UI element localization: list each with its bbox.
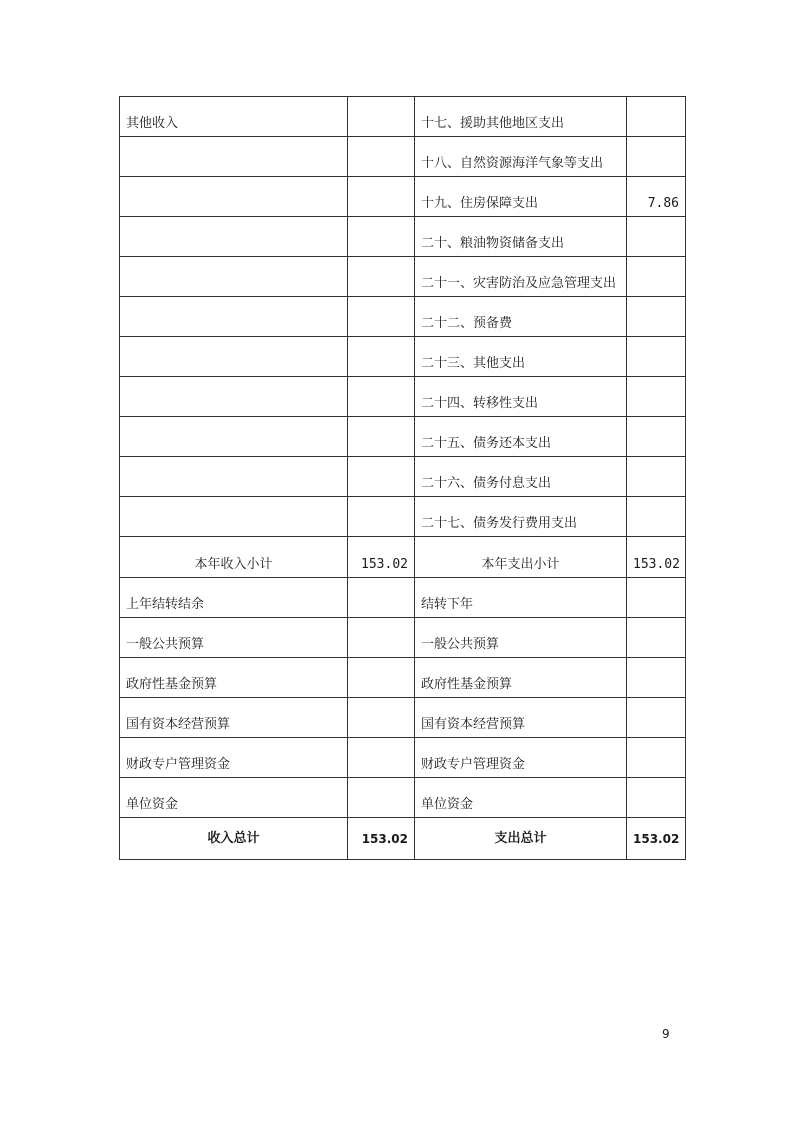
income-label: 国有资本经营预算 [120,698,348,738]
expense-label: 二十三、其他支出 [415,337,627,377]
income-value [348,217,415,257]
expense-label: 二十七、债务发行费用支出 [415,497,627,537]
expense-value: 7.86 [627,177,686,217]
expense-value [627,778,686,818]
income-label: 其他收入 [120,97,348,137]
expense-label: 国有资本经营预算 [415,698,627,738]
income-value [348,97,415,137]
table-row [120,97,686,137]
income-subtotal-label: 本年收入小计 [120,537,348,578]
expense-value [627,97,686,137]
expense-label: 二十五、债务还本支出 [415,417,627,457]
income-label [120,137,348,177]
expense-label: 结转下年 [415,578,627,618]
table-row [120,217,686,257]
income-value [348,698,415,738]
income-value [348,457,415,497]
expense-rows [120,97,686,537]
table-row [120,257,686,297]
expense-label: 一般公共预算 [415,618,627,658]
expense-label: 二十四、转移性支出 [415,377,627,417]
table-row [120,417,686,457]
table-row [120,698,686,738]
income-value [348,738,415,778]
expense-value [627,738,686,778]
income-label: 政府性基金预算 [120,658,348,698]
income-label [120,297,348,337]
income-label [120,497,348,537]
table-row [120,738,686,778]
expense-value [627,137,686,177]
income-label [120,457,348,497]
expense-value [627,578,686,618]
income-label [120,337,348,377]
income-value [348,497,415,537]
income-value [348,257,415,297]
expense-value [627,658,686,698]
expense-value [627,257,686,297]
subtotal-row [120,537,686,578]
table-row [120,578,686,618]
income-label [120,257,348,297]
expense-label: 十七、援助其他地区支出 [415,97,627,137]
income-value [348,137,415,177]
expense-value [627,698,686,738]
expense-subtotal-label: 本年支出小计 [415,537,627,578]
income-label: 单位资金 [120,778,348,818]
expense-total-label: 支出总计 [415,818,627,860]
income-label [120,417,348,457]
income-total-label: 收入总计 [120,818,348,860]
income-label: 一般公共预算 [120,618,348,658]
expense-value [627,417,686,457]
expense-label: 二十六、债务付息支出 [415,457,627,497]
expense-value [627,337,686,377]
table-row [120,618,686,658]
income-subtotal-value: 153.02 [348,537,415,578]
income-total-value: 153.02 [348,818,415,860]
table-row [120,497,686,537]
table-row [120,457,686,497]
carry-over-rows [120,578,686,818]
expense-value [627,217,686,257]
expense-label: 政府性基金预算 [415,658,627,698]
expense-label: 财政专户管理资金 [415,738,627,778]
total-row [120,818,686,860]
income-value [348,297,415,337]
income-value [348,618,415,658]
income-label: 财政专户管理资金 [120,738,348,778]
table-row [120,658,686,698]
income-label [120,217,348,257]
expense-value [627,618,686,658]
income-value [348,377,415,417]
income-label [120,377,348,417]
income-label: 上年结转结余 [120,578,348,618]
expense-total-value: 153.02 [627,818,686,860]
expense-subtotal-value: 153.02 [627,537,686,578]
income-value [348,778,415,818]
expense-label: 十九、住房保障支出 [415,177,627,217]
income-value [348,337,415,377]
table-row [120,297,686,337]
table-row [120,337,686,377]
income-value [348,658,415,698]
table-row [120,778,686,818]
income-value [348,578,415,618]
expense-value [627,497,686,537]
income-value [348,177,415,217]
expense-value [627,457,686,497]
expense-label: 十八、自然资源海洋气象等支出 [415,137,627,177]
expense-value [627,377,686,417]
income-value [348,417,415,457]
expense-label: 二十二、预备费 [415,297,627,337]
table-row [120,137,686,177]
expense-label: 二十一、灾害防治及应急管理支出 [415,257,627,297]
budget-table [119,96,686,860]
expense-value [627,297,686,337]
table-row [120,377,686,417]
page-number: 9 [662,1027,670,1041]
expense-label: 单位资金 [415,778,627,818]
expense-label: 二十、粮油物资储备支出 [415,217,627,257]
income-label [120,177,348,217]
table-row [120,177,686,217]
